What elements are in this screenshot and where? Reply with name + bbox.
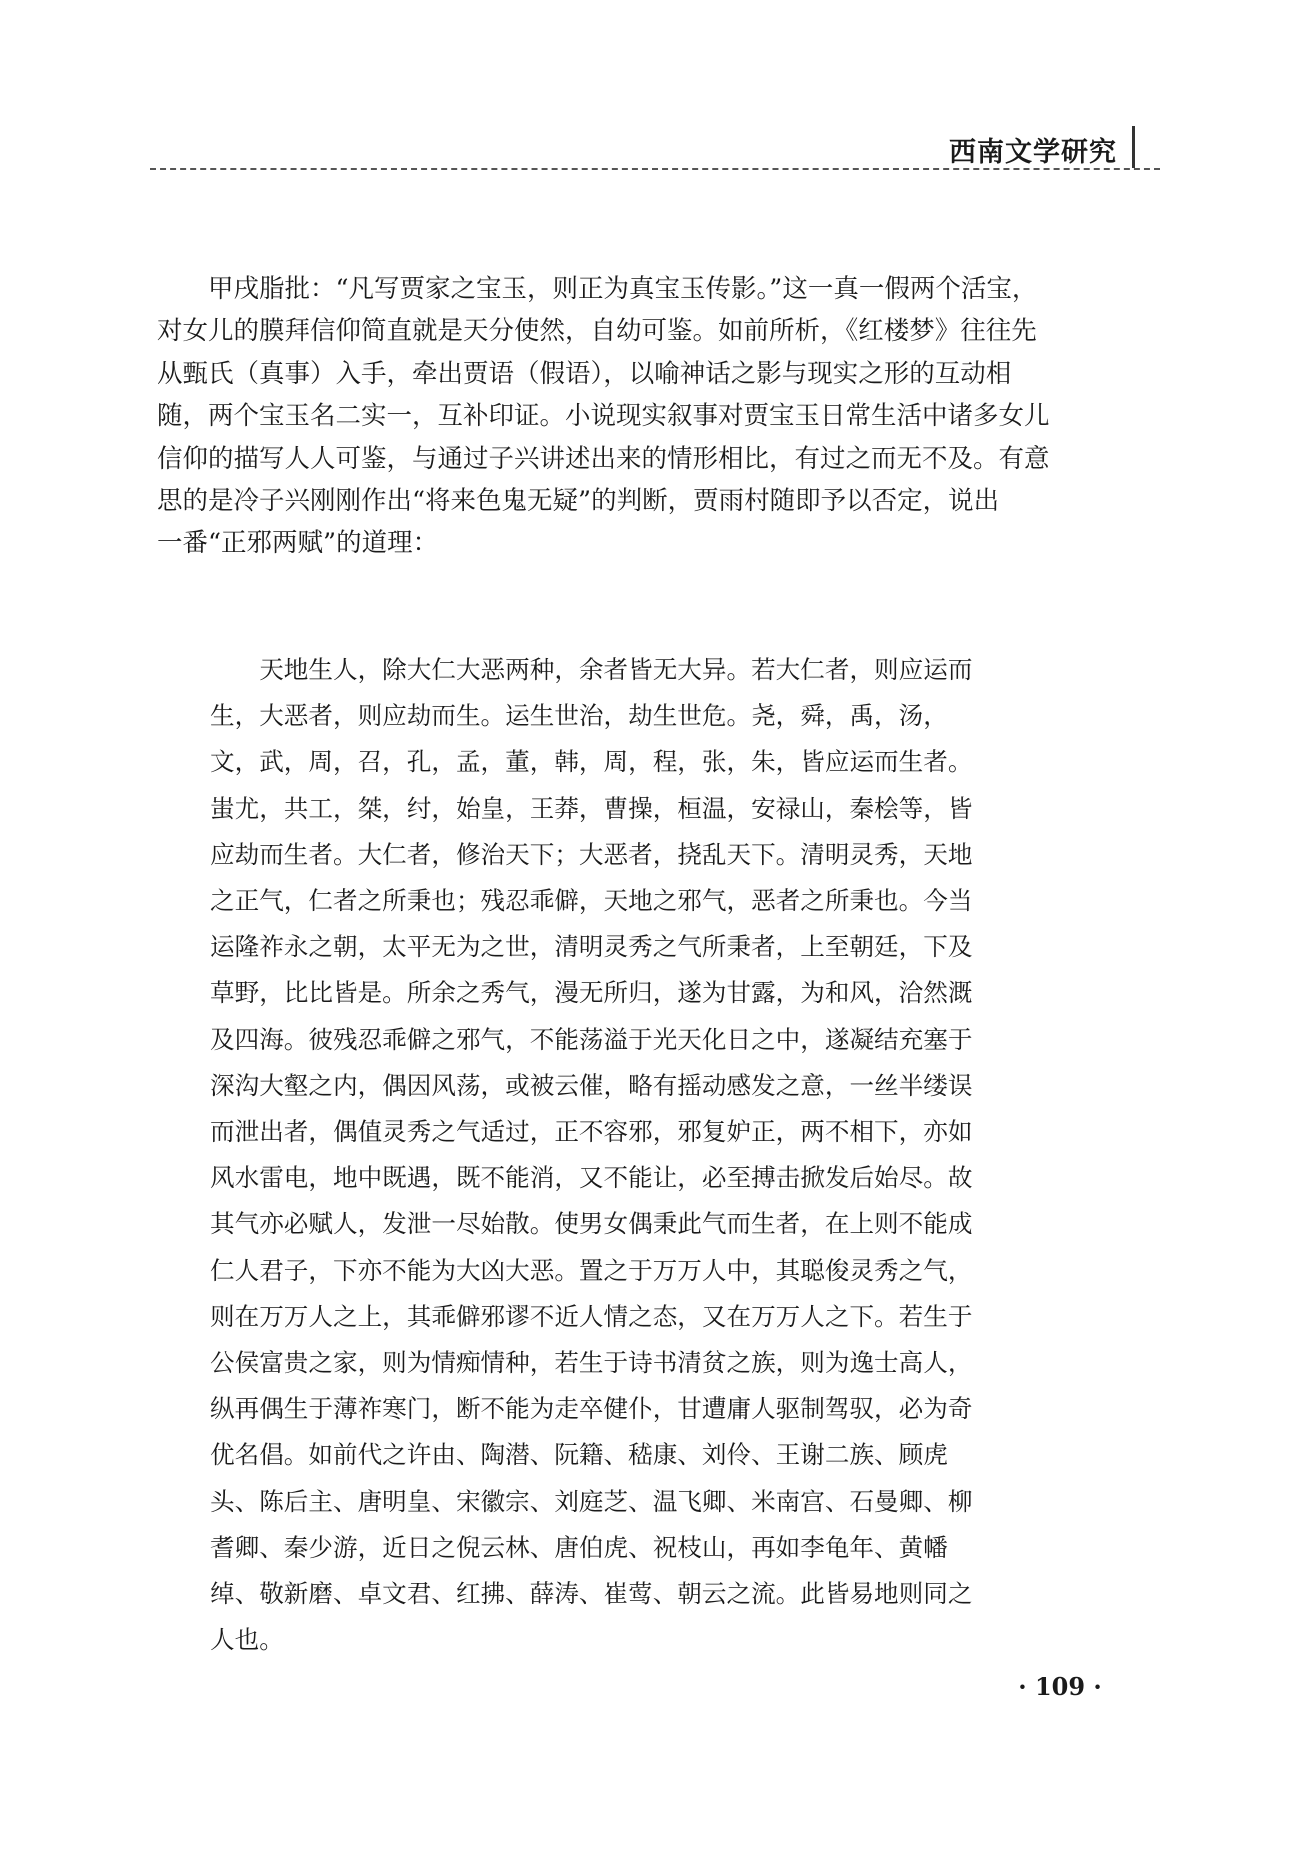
- quote-line: 天地生人，除大仁大恶两种，余者皆无大异。若大仁者，则应运而: [210, 655, 973, 684]
- page-number: · 109 ·: [1018, 1672, 1102, 1701]
- body-paragraph: [157, 268, 1157, 565]
- quote-line: 生，大恶者，则应劫而生。运生世治，劫生世危。尧，舜，禹，汤，: [210, 701, 948, 731]
- quote-line: 则在万万人之上，其乖僻邪谬不近人情之态，又在万万人之下。若生于: [210, 1301, 973, 1331]
- quote-line: 及四海。彼残忍乖僻之邪气，不能荡溢于光天化日之中，遂凝结充塞于: [210, 1024, 973, 1054]
- header-divider-bar: [1132, 126, 1135, 168]
- quote-line: 头、陈后主、唐明皇、宋徽宗、刘庭芝、温飞卿、米南宫、石曼卿、柳: [210, 1486, 973, 1516]
- quote-line: 文，武，周，召，孔，孟，董，韩，周，程，张，朱，皆应运而生者。: [210, 747, 973, 777]
- paragraph-line: 一番“正邪两赋”的道理：: [157, 528, 439, 559]
- block-quote: [210, 647, 1110, 1663]
- quote-line: 仁人君子，下亦不能为大凶大恶。置之于万万人中，其聪俊灵秀之气，: [210, 1255, 973, 1285]
- quote-line: 优名倡。如前代之许由、陶潜、阮籍、嵇康、刘伶、王谢二族、顾虎: [210, 1440, 948, 1470]
- paragraph-line: 从甄氏（真事）入手，牵出贾语（假语），以喻神话之影与现实之形的互动相: [157, 358, 1012, 389]
- quote-line: 蚩尤，共工，桀，纣，始皇，王莽，曹操，桓温，安禄山，秦桧等，皆: [210, 793, 973, 823]
- quote-line: 人也。: [210, 1625, 284, 1655]
- quote-line: 公侯富贵之家，则为情痴情种，若生于诗书清贫之族，则为逸士高人，: [210, 1348, 973, 1378]
- quote-line: 绰、敬新磨、卓文君、红拂、薛涛、崔莺、朝云之流。此皆易地则同之: [210, 1579, 973, 1609]
- quote-line: 深沟大壑之内，偶因风荡，或被云催，略有摇动感发之意，一丝半缕误: [210, 1070, 973, 1100]
- running-header: [0, 118, 1307, 170]
- quote-line: 耆卿、秦少游，近日之倪云林、唐伯虎、祝枝山，再如李龟年、黄幡: [210, 1532, 948, 1562]
- paragraph-line: 随，两个宝玉名二实一，互补印证。小说现实叙事对贾宝玉日常生活中诸多女儿: [157, 401, 1050, 432]
- paragraph-line: 甲戌脂批：“凡写贾家之宝玉，则正为真宝玉传影。”这一真一假两个活宝，: [157, 274, 1038, 304]
- quote-line: 草野，比比皆是。所余之秀气，漫无所归，遂为甘露，为和风，洽然溉: [210, 978, 973, 1008]
- quote-line: 运隆祚永之朝，太平无为之世，清明灵秀之气所秉者，上至朝廷，下及: [210, 932, 973, 962]
- quote-line: 应劫而生者。大仁者，修治天下；大恶者，挠乱天下。清明灵秀，天地: [210, 839, 973, 869]
- paragraph-line: 思的是冷子兴刚刚作出“将来色鬼无疑”的判断，贾雨村随即予以否定，说出: [157, 486, 1000, 517]
- quote-line: 风水雷电，地中既遇，既不能消，又不能让，必至搏击掀发后始尽。故: [210, 1163, 973, 1193]
- header-dashed-rule: [150, 168, 1160, 170]
- paragraph-line: 信仰的描写人人可鉴，与通过子兴讲述出来的情形相比，有过之而无不及。有意: [157, 443, 1050, 474]
- quote-line: 而泄出者，偶值灵秀之气适过，正不容邪，邪复妒正，两不相下，亦如: [210, 1117, 973, 1147]
- quote-line: 之正气，仁者之所秉也；残忍乖僻，天地之邪气，恶者之所秉也。今当: [210, 886, 973, 916]
- quote-line: 其气亦必赋人，发泄一尽始散。使男女偶秉此气而生者，在上则不能成: [210, 1209, 973, 1239]
- journal-title: 西南文学研究: [949, 137, 1117, 168]
- quote-line: 纵再偶生于薄祚寒门，断不能为走卒健仆，甘遭庸人驱制驾驭，必为奇: [210, 1394, 973, 1424]
- paragraph-line: 对女儿的膜拜信仰简直就是天分使然，自幼可鉴。如前所析，《红楼梦》往往先: [157, 316, 1037, 347]
